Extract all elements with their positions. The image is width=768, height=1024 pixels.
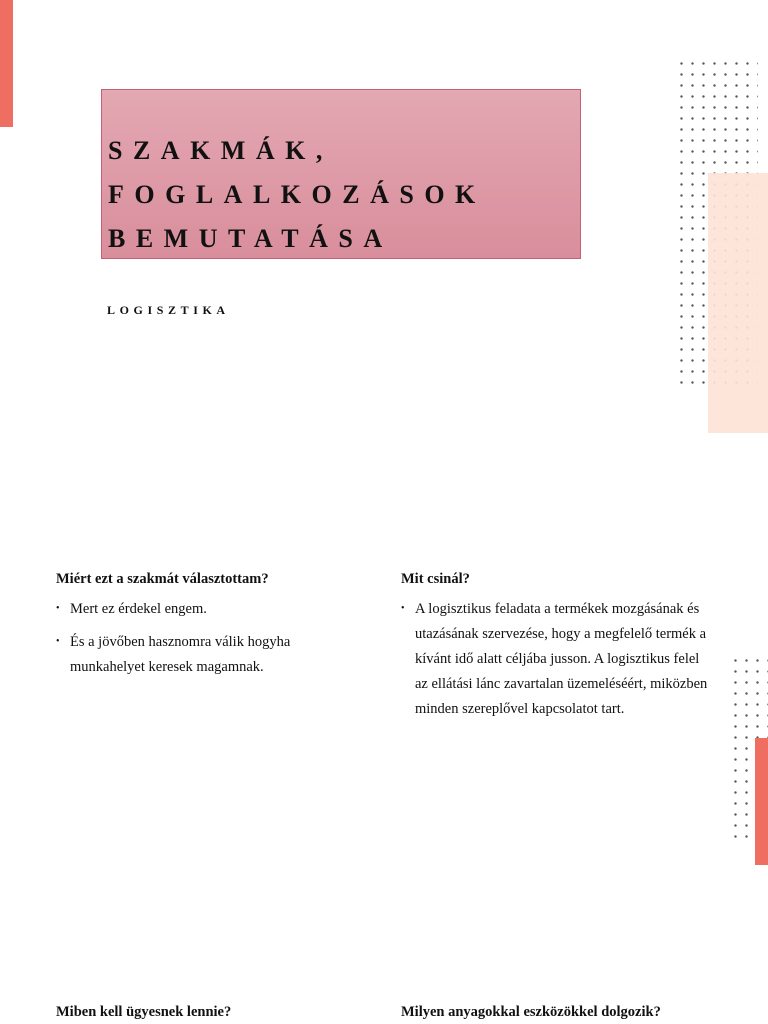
section-heading-tools: Milyen anyagokkal eszközökkel dolgozik? bbox=[401, 1004, 661, 1020]
bullet-icon: • bbox=[56, 636, 60, 647]
list-item bbox=[401, 597, 711, 722]
list-item-text: És a jövőben hasznomra válik hogyha munkahelyet keresek magamnak. bbox=[70, 634, 291, 675]
list-item bbox=[56, 597, 356, 622]
bullet-list-what bbox=[401, 597, 711, 730]
section-heading-skill: Miben kell ügyesnek lennie? bbox=[56, 1004, 232, 1020]
list-item-text: A logisztikus feladata a termékek mozgásának és utazásának szervezése, hogy a megfelelő termék a kívánt idő alatt céljába jusson. A logisztikus felel az ellátási lánc zavartalan üzemeléséért, miközben minden szereplővel kapcsolatot tart. bbox=[415, 601, 708, 717]
accent-bar-left bbox=[0, 0, 13, 127]
title-line-3: BEMUTATÁSA bbox=[108, 224, 393, 253]
subtitle: LOGISZTIKA bbox=[107, 303, 230, 317]
bullet-list-why bbox=[56, 597, 356, 688]
bullet-icon: • bbox=[56, 603, 60, 614]
title-box bbox=[101, 89, 581, 259]
list-item-text: Mert ez érdekel engem. bbox=[70, 601, 207, 617]
accent-bar-right bbox=[755, 738, 768, 865]
list-item bbox=[56, 630, 356, 680]
title-line-2: FOGLALKOZÁSOK bbox=[108, 180, 486, 209]
section-heading-what: Mit csinál? bbox=[401, 571, 470, 587]
section-heading-why: Miért ezt a szakmát választottam? bbox=[56, 571, 269, 587]
peach-decor-block bbox=[708, 173, 768, 433]
title-line-1: SZAKMÁK, bbox=[108, 136, 333, 165]
bullet-icon: • bbox=[401, 603, 405, 614]
